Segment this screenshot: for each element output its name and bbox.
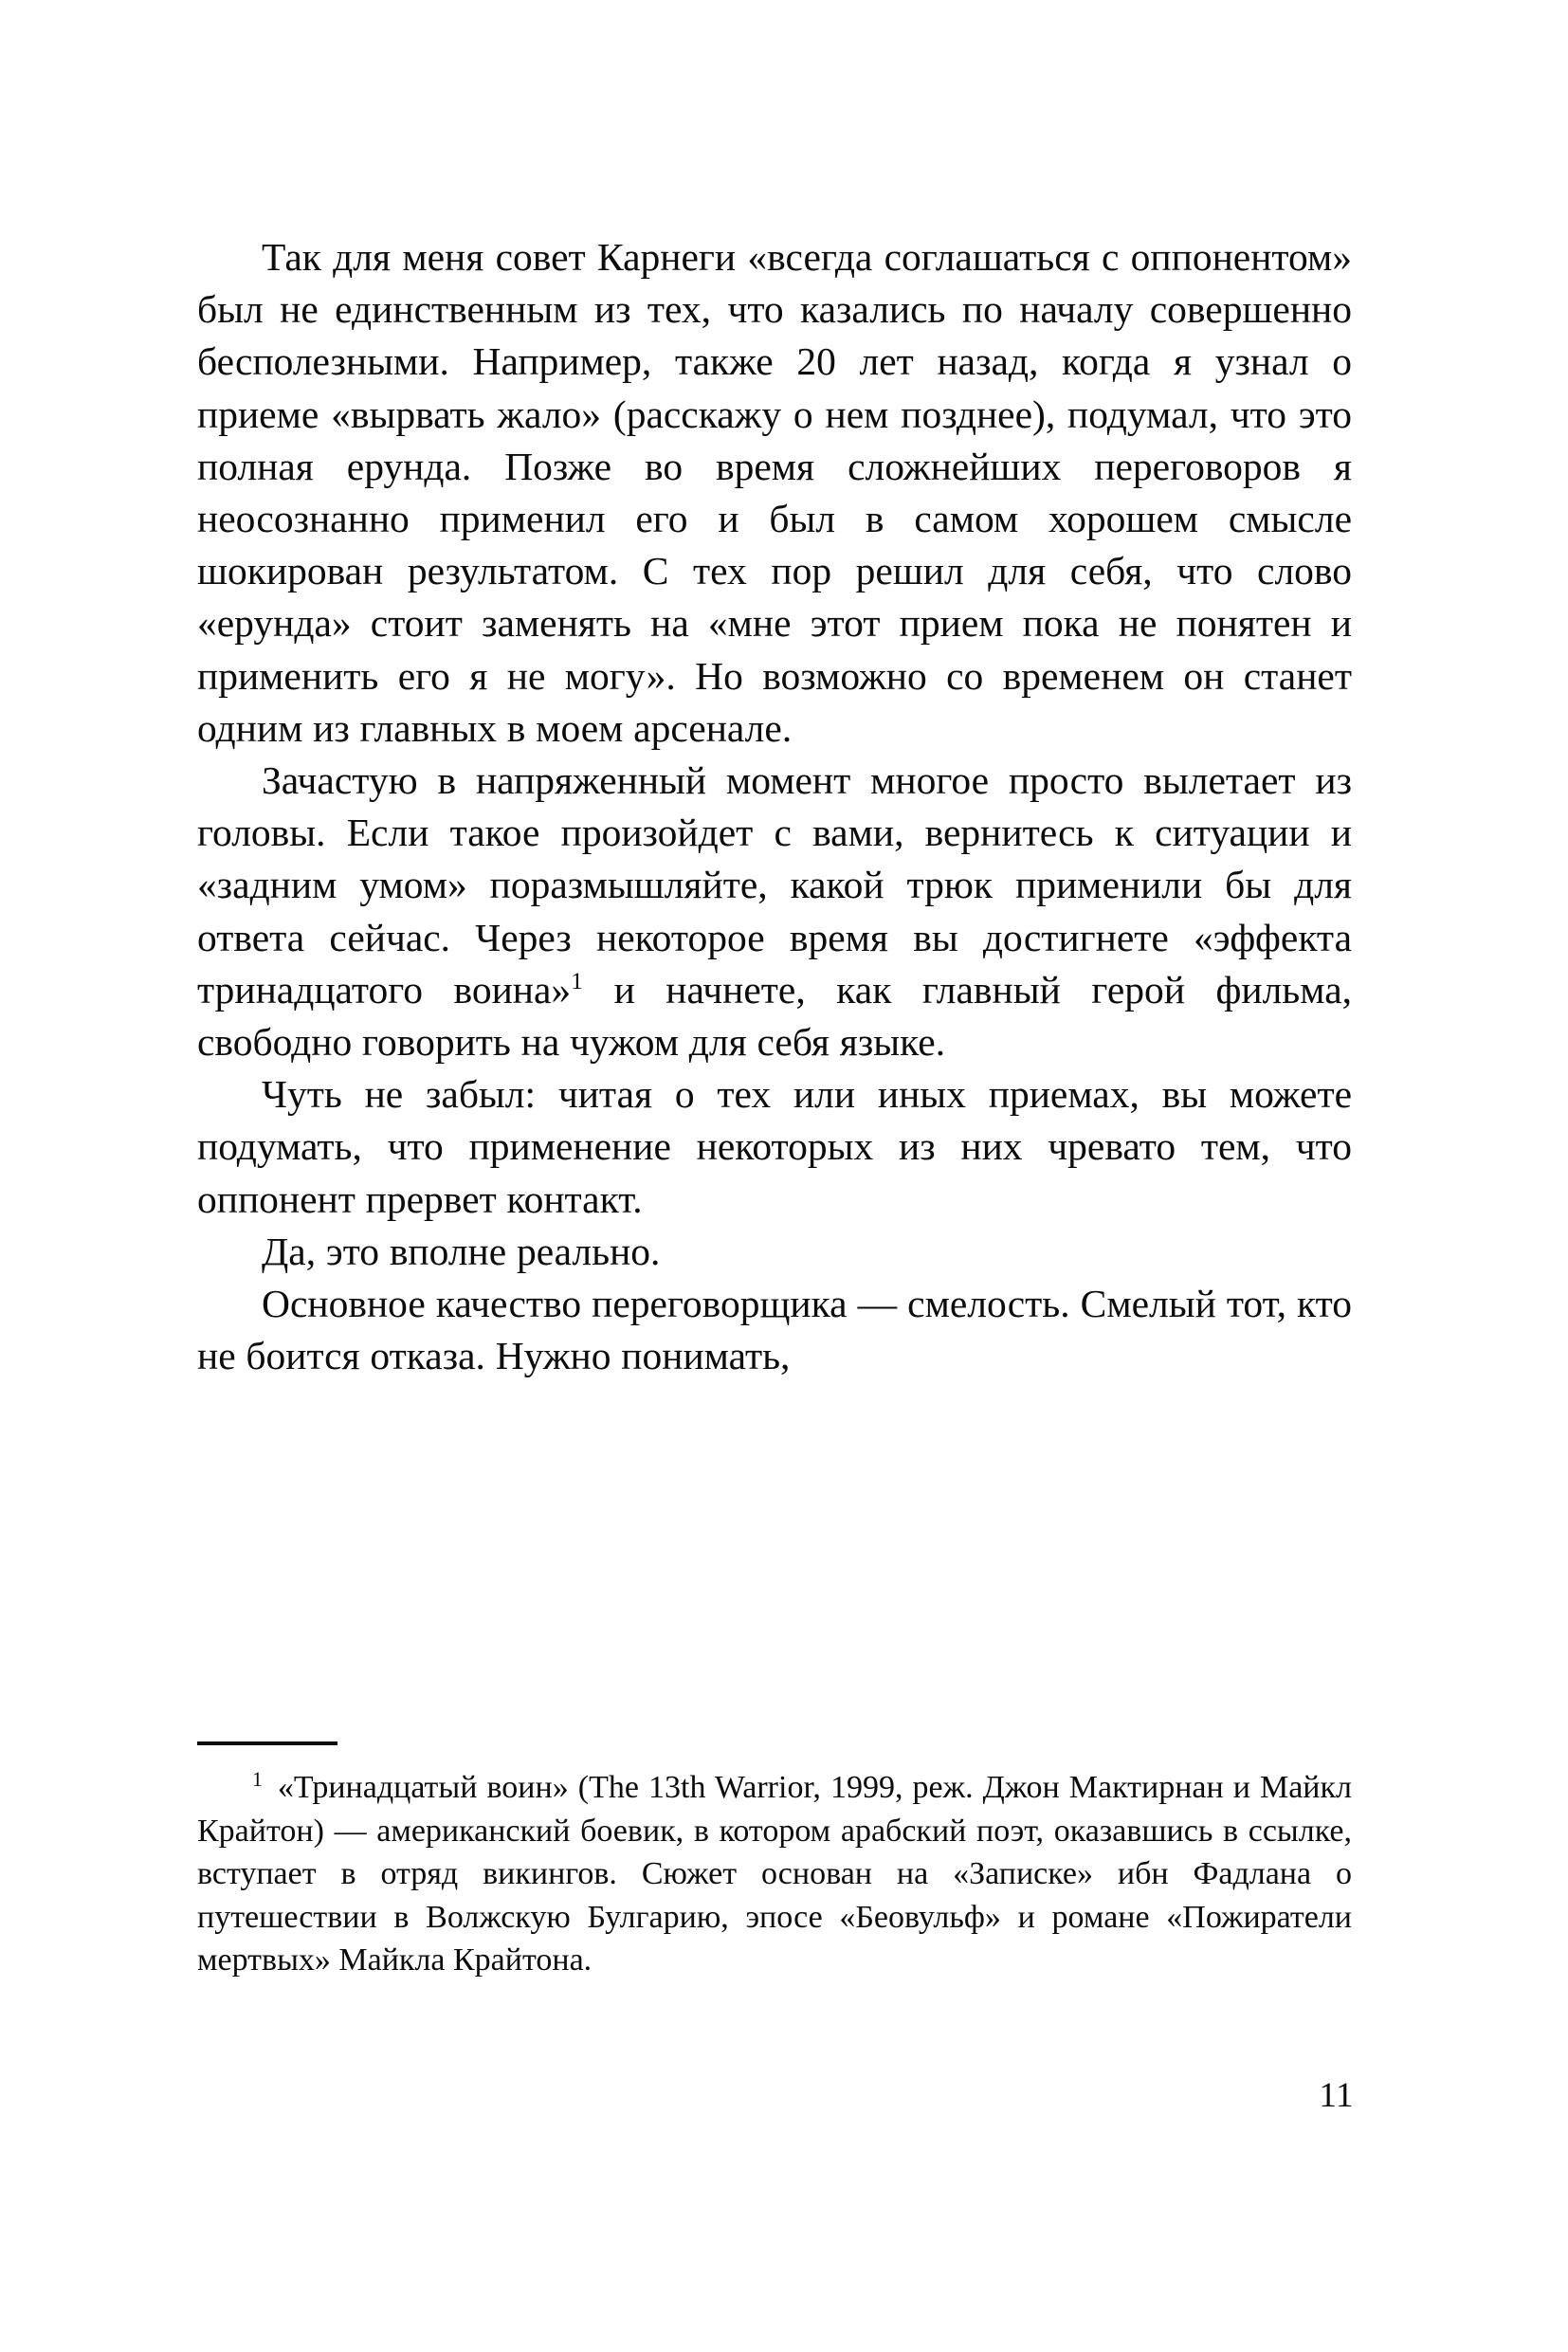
body-paragraph-1: Так для меня совет Карнеги «всегда соглашаться с оппонентом» был не единственным из тех, что казались по началу совершенно бесполезными. Например, также 20 лет назад, когда я узнал о приеме «вырвать жало» (расскажу о нем позднее), подумал, что это полная ерунда. Позже во время сложнейших переговоров я неосознанно применил его и был в самом хорошем смысле шокирован результатом. С тех пор решил для себя, что слово «ерунда» стоит заменять на «мне этот прием пока не понятен и применить его я не могу». Но возможно со временем он станет одним из главных в моем арсенале.	[197, 235, 1352, 750]
paragraph-2-text-after-footnote-ref: и начнете, как главный герой фильма, свободно говорить на чужом для себя языке.	[197, 967, 1353, 1065]
footnote-zone	[197, 1741, 1352, 1982]
footnote-body-text: «Тринадцатый воин» (The 13th Warrior, 1999, реж. Джон Мактирнан и Майкл Крайтон) — американский боевик, в котором арабский поэт, оказавшись в ссылке, вступает в отряд викингов. Сюжет основан на «Записке» ибн Фадлана о путешествии в Волжскую Булгарию, эпосе «Беовульф» и романе «Пожиратели мертвых» Майкла Крайтона.	[197, 1770, 1352, 1978]
footnote-number-marker: 1	[252, 1767, 263, 1791]
footnote-entry	[197, 1766, 1352, 1982]
page-number: 11	[1319, 2076, 1354, 2115]
body-paragraph-4: Да, это вполне реально.	[262, 1229, 661, 1273]
paragraph-2-text-before-footnote-ref: Зачастую в напряженный момент многое просто вылетает из головы. Если такое произойдет с вами, вернитесь к ситуации и «задним умом» поразмышляйте, какой трюк применили бы для ответа сейчас. Через некоторое время вы достигнете «эффекта тринадцатого воина»	[197, 758, 1352, 1012]
body-paragraph-3: Чуть не забыл: читая о тех или иных приемах, вы можете подумать, что применение некоторых из них чревато тем, что оппонент прервет контакт.	[197, 1072, 1352, 1221]
footnote-separator-rule	[197, 1741, 337, 1745]
body-paragraph-2	[197, 755, 1352, 1068]
footnote-reference-marker[interactable]: 1	[571, 967, 584, 995]
body-text-block	[197, 231, 1352, 1382]
body-paragraph-5: Основное качество переговорщика — смелость. Смелый тот, кто не боится отказа. Нужно понимать,	[197, 1282, 1352, 1378]
